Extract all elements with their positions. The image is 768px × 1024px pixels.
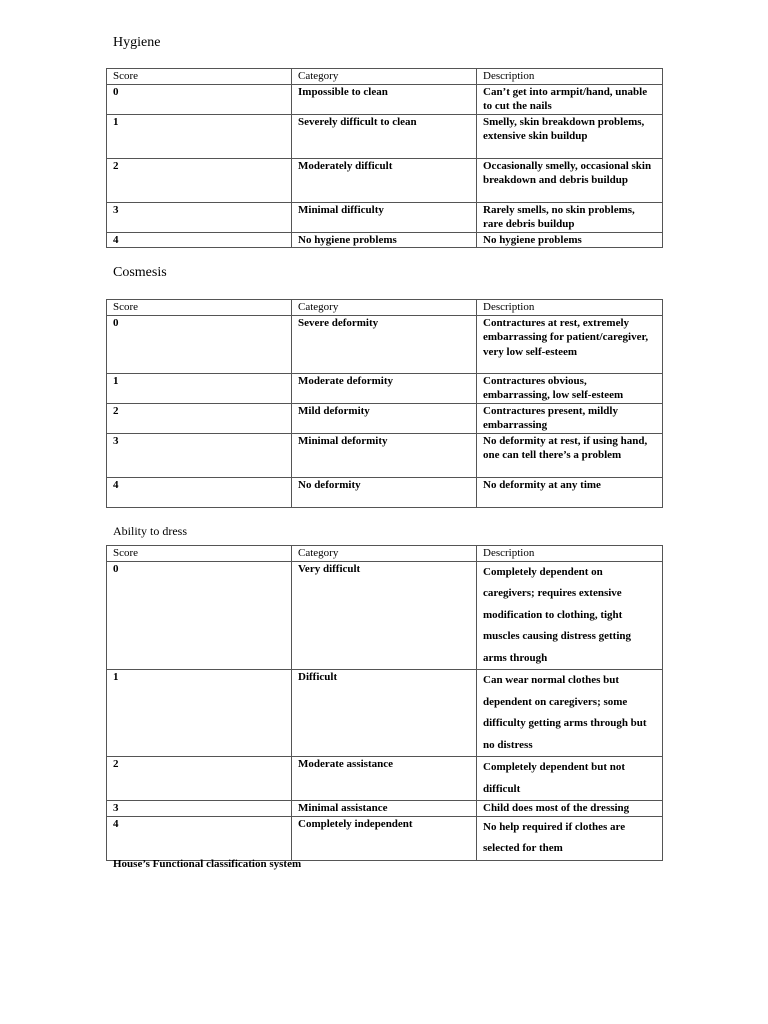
- table-row: [107, 84, 663, 114]
- description-cell: No hygiene problems: [477, 232, 663, 248]
- category-cell: Moderate assistance: [292, 757, 477, 801]
- description-cell: Rarely smells, no skin problems, rare debris buildup: [477, 202, 663, 232]
- ability-to-dress-table: [106, 545, 663, 861]
- header-score: Score: [107, 546, 292, 562]
- score-cell: 1: [107, 670, 292, 757]
- table-row: [107, 477, 663, 507]
- category-cell: Completely independent: [292, 816, 477, 860]
- table-row: [107, 232, 663, 248]
- header-description: Description: [477, 546, 663, 562]
- table-row: [107, 202, 663, 232]
- score-cell: 2: [107, 757, 292, 801]
- category-cell: Minimal assistance: [292, 801, 477, 817]
- score-cell: 1: [107, 373, 292, 403]
- header-category: Category: [292, 300, 477, 316]
- description-cell: Occasionally smelly, occasional skin breakdown and debris buildup: [477, 158, 663, 202]
- cosmesis-table: [106, 299, 663, 508]
- table-row: [107, 114, 663, 158]
- table-row: [107, 373, 663, 403]
- description-cell: Contractures present, mildly embarrassing: [477, 403, 663, 433]
- hygiene-table: [106, 68, 663, 248]
- category-cell: Minimal difficulty: [292, 202, 477, 232]
- category-cell: Severely difficult to clean: [292, 114, 477, 158]
- score-cell: 1: [107, 114, 292, 158]
- table-row: [107, 816, 663, 860]
- category-cell: Difficult: [292, 670, 477, 757]
- table-row: [107, 158, 663, 202]
- table-row: [107, 403, 663, 433]
- header-score: Score: [107, 69, 292, 85]
- score-cell: 0: [107, 315, 292, 373]
- score-cell: 3: [107, 801, 292, 817]
- description-cell: Contractures obvious, embarrassing, low self-esteem: [477, 373, 663, 403]
- header-description: Description: [477, 300, 663, 316]
- score-cell: 0: [107, 84, 292, 114]
- description-cell: No deformity at any time: [477, 477, 663, 507]
- table-row: [107, 670, 663, 757]
- section-title-hygiene: Hygiene: [113, 35, 161, 50]
- score-cell: 4: [107, 816, 292, 860]
- category-cell: Moderately difficult: [292, 158, 477, 202]
- description-cell: Child does most of the dressing: [477, 801, 663, 817]
- description-cell: Smelly, skin breakdown problems, extensive skin buildup: [477, 114, 663, 158]
- category-cell: Very difficult: [292, 561, 477, 670]
- score-cell: 3: [107, 433, 292, 477]
- header-description: Description: [477, 69, 663, 85]
- score-cell: 0: [107, 561, 292, 670]
- description-cell: Contractures at rest, extremely embarrassing for patient/caregiver, very low self-esteem: [477, 315, 663, 373]
- table-header-row: [107, 69, 663, 85]
- section-title-ability-to-dress: Ability to dress: [113, 524, 187, 538]
- score-cell: 2: [107, 158, 292, 202]
- category-cell: Severe deformity: [292, 315, 477, 373]
- section-title-cosmesis: Cosmesis: [113, 265, 167, 280]
- category-cell: Minimal deformity: [292, 433, 477, 477]
- table-row: [107, 315, 663, 373]
- table-row: [107, 801, 663, 817]
- description-cell: Can wear normal clothes but dependent on caregivers; some difficulty getting arms through but no distress: [477, 670, 663, 757]
- category-cell: Mild deformity: [292, 403, 477, 433]
- description-cell: No deformity at rest, if using hand, one can tell there’s a problem: [477, 433, 663, 477]
- description-cell: Can’t get into armpit/hand, unable to cut the nails: [477, 84, 663, 114]
- table-row: [107, 561, 663, 670]
- score-cell: 3: [107, 202, 292, 232]
- table-row: [107, 757, 663, 801]
- header-category: Category: [292, 69, 477, 85]
- category-cell: No deformity: [292, 477, 477, 507]
- description-cell: Completely dependent on caregivers; requires extensive modification to clothing, tight muscles causing distress getting arms through: [477, 561, 663, 670]
- table-header-row: [107, 300, 663, 316]
- category-cell: No hygiene problems: [292, 232, 477, 248]
- score-cell: 2: [107, 403, 292, 433]
- header-category: Category: [292, 546, 477, 562]
- category-cell: Impossible to clean: [292, 84, 477, 114]
- category-cell: Moderate deformity: [292, 373, 477, 403]
- description-cell: No help required if clothes are selected for them: [477, 816, 663, 860]
- table-header-row: [107, 546, 663, 562]
- description-cell: Completely dependent but not difficult: [477, 757, 663, 801]
- header-score: Score: [107, 300, 292, 316]
- table-row: [107, 433, 663, 477]
- score-cell: 4: [107, 477, 292, 507]
- footer-heading: House’s Functional classification system: [113, 858, 302, 870]
- score-cell: 4: [107, 232, 292, 248]
